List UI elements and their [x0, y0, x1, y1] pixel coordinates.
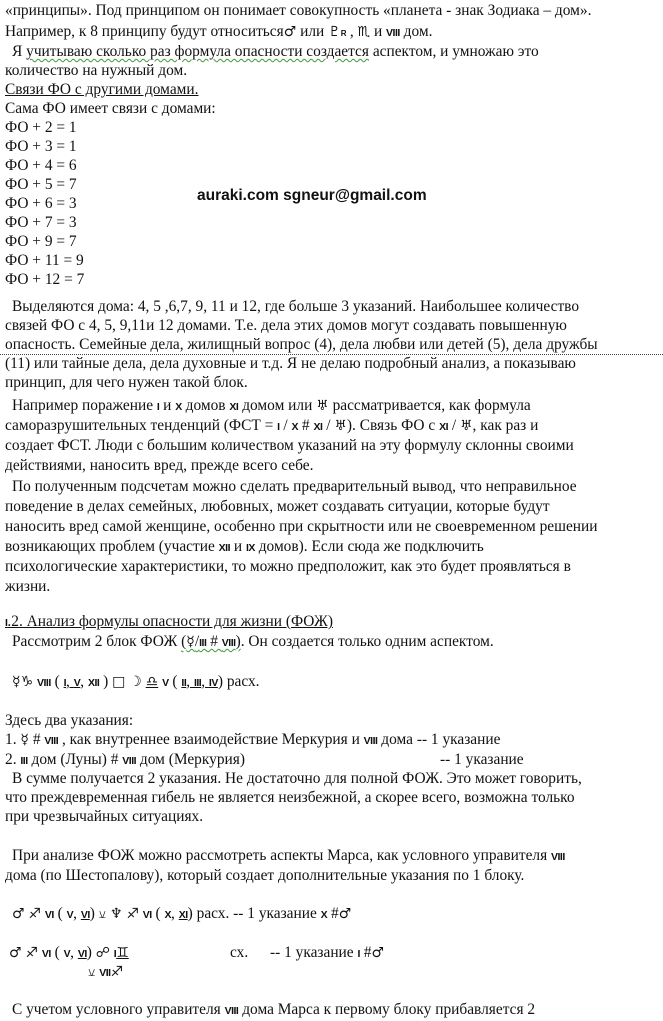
house-numeral: VII: [99, 967, 111, 979]
sagittarius-icon: ♐: [126, 906, 139, 922]
house-numeral: VIII: [37, 677, 51, 689]
house-numeral: III: [20, 755, 28, 767]
mercury-icon: ☿: [20, 732, 29, 748]
text: ,: [73, 905, 81, 922]
heading-text: .2. Анализ формулы опасности для жизни (ФОЖ): [7, 613, 333, 630]
text: ): [86, 944, 96, 961]
text: #: [327, 905, 339, 922]
text: (: [50, 944, 64, 961]
house-numeral: VI: [41, 948, 51, 960]
text-line: жизни.: [5, 578, 51, 595]
house-numeral: I: [277, 421, 280, 433]
text: #: [359, 944, 372, 961]
fo-link-item: ФО + 11 = 9: [5, 252, 84, 269]
uranus-icon: ♅: [334, 418, 347, 434]
text: ). Связь ФО с: [346, 417, 440, 434]
house-numeral: III: [193, 677, 202, 689]
text: (: [151, 905, 165, 922]
text: Например, к 8 принципу будут относиться: [5, 23, 284, 40]
house-numeral: X: [320, 909, 328, 921]
text: /: [279, 417, 292, 434]
text: ): [235, 633, 241, 650]
text: Я: [12, 43, 27, 60]
house-numeral: I: [5, 617, 8, 629]
capricorn-icon: ♑: [20, 674, 34, 690]
spellcheck-underlined-text: учитываю сколько раз формула опасности создается: [26, 43, 369, 60]
text: (: [53, 905, 67, 922]
pluto-icon: ♇: [328, 24, 341, 40]
fo-link-item: ФО + 4 = 6: [5, 157, 77, 174]
house-numeral: I: [156, 401, 160, 413]
house-numeral: V: [73, 677, 81, 689]
text: Рассмотрим 2 блок ФОЖ: [12, 633, 182, 650]
text: -- 1 указание: [270, 944, 358, 961]
text: и: [370, 23, 387, 40]
fo-link-item: ФО + 9 = 7: [5, 233, 77, 250]
house-numeral: X: [164, 909, 172, 921]
text: (: [181, 633, 187, 650]
text: , как раз и: [472, 417, 539, 434]
text: расх.: [222, 673, 260, 690]
semisextile-aspect-icon: ⚺: [98, 908, 107, 921]
house-numeral: I: [63, 677, 67, 689]
text: ): [99, 673, 113, 690]
text: /: [448, 417, 460, 434]
house-numeral: III: [199, 637, 207, 649]
text: сх.: [230, 944, 249, 961]
text-line: [12, 396, 531, 417]
text-line: опасность. Семейные дела, жилищный вопрос (4), дела любви или детей (5), дела дружбы: [5, 336, 598, 353]
aspect-formula: [88, 962, 123, 983]
text-line: [5, 537, 484, 558]
house-numeral: XI: [313, 421, 323, 433]
house-numeral: VI: [77, 948, 87, 960]
text: домов). Если сюда же подключить: [254, 538, 484, 555]
text: При анализе ФОЖ можно рассмотреть аспекты Марса, как условного управителя: [12, 847, 552, 864]
section-heading: Связи ФО с другими домами.: [5, 81, 199, 98]
house-numeral: I: [113, 948, 117, 960]
text-line: действиями, наносить вред, прежде всего себе.: [5, 457, 314, 474]
opposition-aspect-icon: ☍: [95, 945, 110, 961]
text: рассматривается, как формула: [328, 397, 531, 414]
mars-icon: ♂: [371, 945, 385, 961]
uranus-icon: ♅: [316, 398, 329, 414]
text-line: «принципы». Под принципом он понимает совокупность «планета - знак Зодиака – дом».: [5, 2, 592, 19]
text-line: [12, 42, 539, 61]
house-numeral: X: [291, 421, 299, 433]
text-line: [12, 846, 565, 867]
house-numeral: VIII: [44, 735, 59, 747]
aspect-formula: [9, 943, 129, 964]
gemini-icon: ♊: [116, 945, 129, 961]
house-numeral: V: [162, 677, 169, 689]
house-numeral: VIII: [363, 735, 378, 747]
watermark: auraki.com sgneur@gmail.com: [197, 187, 427, 204]
mars-icon: ♂: [9, 945, 22, 961]
mars-icon: ♂: [283, 24, 297, 40]
text-line: дома (по Шестопалову), который создает дополнительные указания по 1 блоку.: [5, 867, 525, 884]
text: или: [296, 23, 329, 40]
text: дом (Меркурия): [136, 751, 245, 768]
text: ,: [346, 23, 358, 40]
text: ,: [70, 944, 78, 961]
text-line: принцип, для чего нужен такой блок.: [5, 374, 248, 391]
text: , как внутреннее взаимодействие Меркурия и: [58, 731, 364, 748]
text: #: [206, 633, 222, 650]
text: 2.: [5, 751, 21, 768]
mars-icon: ♂: [12, 906, 25, 922]
list-item: [5, 750, 245, 771]
text-line: [5, 22, 432, 43]
moon-icon: ☽: [129, 674, 142, 690]
text-line: создает ФСТ. Люди с большим количеством указаний на эту формулу склонны своими: [5, 437, 574, 454]
house-numeral: X: [175, 401, 182, 413]
text-line: [5, 416, 538, 437]
text-line: Выделяются дома: 4, 5 ,6,7, 9, 11 и 12, где больше 3 указаний. Наибольшее количество: [12, 298, 580, 315]
text: саморазрушительных тенденций (ФСТ =: [5, 417, 278, 434]
house-numeral: XI: [229, 401, 239, 413]
text: Например поражение: [12, 397, 157, 414]
house-numeral: VIII: [224, 1005, 239, 1017]
fo-link-item: ФО + 7 = 3: [5, 214, 77, 231]
house-numeral: XI: [178, 909, 188, 921]
text: /: [322, 417, 335, 434]
house-numeral: IX: [245, 542, 255, 554]
text-line: наносить вред самой женщине, особенно при скрытности или не своевременном решении: [5, 518, 598, 535]
fo-link-item: ФО + 3 = 1: [5, 138, 77, 155]
text-line: (11) или тайные дела, дела духовные и т.д. Я не делаю подробный анализ, а показываю: [5, 355, 576, 372]
house-numeral: VIII: [221, 637, 236, 649]
aspect-formula: [12, 672, 260, 693]
house-numeral: I: [357, 948, 360, 960]
text: и: [159, 397, 176, 414]
house-numeral: II: [181, 677, 187, 689]
text: домов: [181, 397, 230, 414]
house-numeral: VI: [44, 909, 54, 921]
fo-link-item: ФО + 2 = 1: [5, 119, 77, 136]
section-heading: [5, 612, 333, 633]
text: #: [298, 417, 314, 434]
square-aspect-icon: □: [112, 674, 126, 690]
text: ): [187, 905, 193, 922]
scorpio-icon: ♏: [357, 24, 371, 40]
text: расх. -- 1 указание: [192, 905, 321, 922]
text-line: По полученным подсчетам можно сделать предварительный вывод, что неправильное: [12, 478, 577, 495]
text: аспектом, и умножаю это: [368, 43, 539, 60]
house-numeral: IV: [208, 677, 218, 689]
mercury-icon: ☿: [186, 634, 195, 650]
text: #: [28, 731, 45, 748]
house-numeral: XII: [87, 677, 100, 689]
fo-link-item: ФО + 12 = 7: [5, 271, 85, 288]
text-line: Здесь два указания:: [5, 712, 134, 729]
house-numeral: VI: [80, 909, 90, 921]
text: возникающих проблем (участие: [5, 538, 219, 555]
text-line: [270, 943, 384, 964]
list-item: [5, 730, 500, 751]
uranus-icon: ♅: [459, 418, 473, 434]
fo-link-item: ФО + 6 = 3: [5, 195, 77, 212]
text: . Он создается только одним аспектом.: [240, 633, 494, 650]
text-line: [12, 632, 494, 653]
text: (: [168, 673, 182, 690]
text: (: [50, 673, 64, 690]
semisextile-aspect-icon: ⚺: [88, 966, 96, 979]
sagittarius-icon: ♐: [28, 906, 41, 922]
text: -- 1 указание: [440, 751, 524, 768]
house-numeral: VIII: [122, 755, 137, 767]
libra-icon: ♎: [145, 674, 159, 690]
house-numeral: VI: [142, 909, 152, 921]
text: ,: [80, 673, 88, 690]
text-line: поведение в делах семейных, любовных, может создавать ситуации, которые будут: [5, 498, 550, 515]
house-numeral: VIII: [551, 851, 565, 863]
text-line: В сумме получается 2 указания. Не достаточно для полной ФОЖ. Это может говорить,: [12, 770, 582, 787]
house-numeral: V: [63, 948, 71, 960]
text-line: количество на нужный дом.: [5, 62, 188, 79]
text: ,: [66, 673, 74, 690]
text: 1.: [5, 731, 21, 748]
text-line: при чрезвычайных ситуациях.: [5, 808, 204, 825]
mercury-icon: ☿: [12, 674, 21, 690]
text: ): [217, 673, 223, 690]
aspect-formula: [12, 904, 351, 925]
sagittarius-icon: ♐: [25, 945, 38, 961]
text: и: [230, 538, 246, 555]
text: С учетом условного управителя: [12, 1001, 225, 1018]
text: ,: [186, 673, 194, 690]
house-numeral: VIII: [386, 27, 400, 39]
text: дома -- 1 указание: [377, 731, 501, 748]
house-numeral: XI: [439, 421, 448, 433]
text: ,: [201, 673, 209, 690]
text: домом или: [238, 397, 317, 414]
retrograde-mark: R: [340, 29, 346, 38]
text: дом (Луны) #: [27, 751, 123, 768]
text: ,: [171, 905, 179, 922]
text: дома Марса к первому блоку прибавляется 2: [238, 1001, 536, 1018]
house-numeral: XII: [218, 542, 230, 554]
fo-link-item: ФО + 5 = 7: [5, 176, 77, 193]
text-line: связей ФО с 4, 5, 9,11и 12 домами. Т.е. дела этих домов могут создавать повышенную: [5, 317, 567, 334]
text: /: [194, 633, 200, 650]
text: ): [89, 905, 99, 922]
text-line: психологические характеристики, то можно предположит, как это будет проявляться в: [5, 558, 571, 575]
house-numeral: V: [66, 909, 74, 921]
text-line: что преждевременная гибель не является неизбежной, а скорее всего, возможна только: [5, 789, 575, 806]
mars-icon: ♂: [338, 906, 352, 922]
neptune-icon: ♆: [109, 906, 123, 922]
sagittarius-icon: ♐: [110, 964, 124, 980]
text-line: Сама ФО имеет связи с домами:: [5, 100, 216, 117]
text: дом.: [399, 23, 433, 40]
